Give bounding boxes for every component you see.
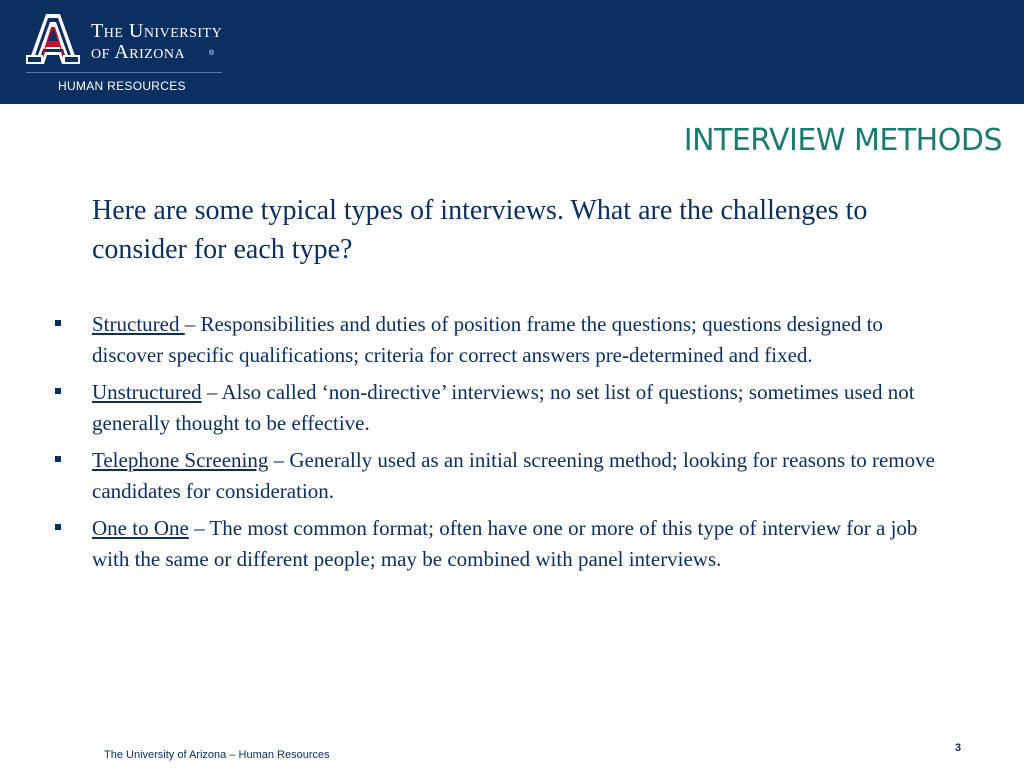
bullet-term: Unstructured — [92, 380, 202, 404]
list-item-unstructured — [92, 377, 952, 439]
bullet-term: Structured — [92, 312, 185, 336]
department-name: HUMAN RESOURCES — [58, 79, 186, 93]
header-band — [0, 0, 1024, 104]
registered-mark: ® — [209, 50, 215, 57]
bullet-term: Telephone Screening — [92, 448, 269, 472]
bullet-description: – Generally used as an initial screening method; looking for reasons to remove candidates for consideration. — [92, 448, 935, 503]
bullet-description: – The most common format; often have one or more of this type of interview for a job with the same or different people; may be combined with panel interviews. — [92, 516, 918, 571]
university-name-line-1 — [91, 20, 222, 43]
square-bullet-icon — [55, 524, 61, 530]
square-bullet-icon — [55, 456, 61, 462]
header-divider — [26, 72, 222, 73]
list-item-structured — [92, 309, 952, 371]
list-item-one-to-one — [92, 513, 952, 575]
bullet-term: One to One — [92, 516, 189, 540]
university-name-line-1-text: The University — [91, 20, 223, 42]
square-bullet-icon — [55, 320, 61, 326]
interview-types-list — [92, 309, 952, 581]
list-item-telephone-screening — [92, 445, 952, 507]
intro-text: Here are some typical types of interviews. What are the challenges to consider for each type? — [92, 195, 868, 265]
footer-text: The University of Arizona – Human Resources — [104, 749, 330, 761]
square-bullet-icon — [55, 388, 61, 394]
university-name-line-2 — [91, 41, 185, 64]
university-block-a-logo-icon — [26, 12, 80, 66]
bullet-description: – Also called ‘non-directive’ interviews; no set list of questions; sometimes used not generally thought to be effective. — [92, 380, 915, 435]
slide-title: INTERVIEW METHODS — [683, 123, 1002, 158]
university-name-line-2-text: of Arizona — [91, 41, 186, 63]
bullet-description: – Responsibilities and duties of position frame the questions; questions designed to discover specific qualifications; criteria for correct answers pre-determined and fixed. — [92, 312, 883, 367]
page-number: 3 — [955, 742, 962, 754]
